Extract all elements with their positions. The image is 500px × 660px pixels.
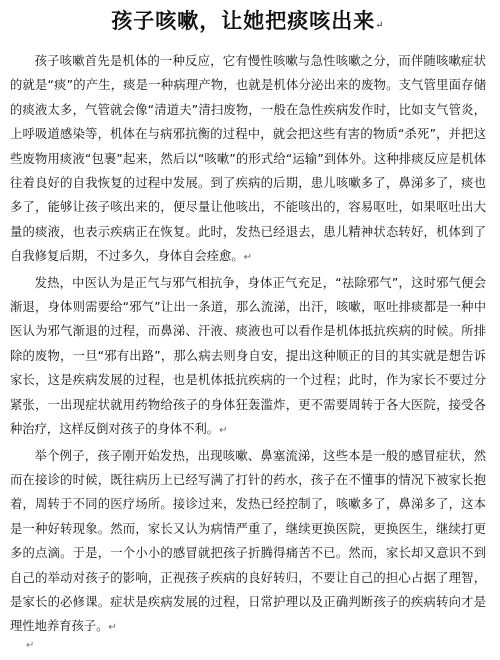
paragraph-3: 举个例子，孩子刚开始发热，出现咳嗽、鼻塞流涕，这些本是一般的感冒症状，然而在接诊的时候，既往病历上已经写满了打针的药水，孩子在不懂事的情况下被家长抱着，周转于不同的医疗场所。接诊过来，发热已经控制了，咳嗽多了，鼻涕多了，这本是一种好转现象。然而，家长又认为病情严重了，继续更换医院，更换医生，继续打更多的点滴。于是，一个小小的感冒就把孩子折腾得痛苦不已。然而，家长却又意识不到自己的举动对孩子的影响，正视孩子疾病的良好转归，不要让自己的担心占据了理智，是家长的必修课。症状是疾病发展的过程，日常护理以及正确判断孩子的疾病转向才是理性地养育孩子。↵ <box>10 448 486 634</box>
paragraph-mark-icon: ↵ <box>243 252 253 264</box>
paragraph-mark-icon: ↵ <box>26 640 35 651</box>
paragraph-mark-icon: ↵ <box>219 425 228 437</box>
paragraph-mark-icon: ↵ <box>108 622 117 634</box>
paragraph-1: 孩子咳嗽首先是机体的一种反应，它有慢性咳嗽与急性咳嗽之分，而伴随咳嗽症状的就是“痰”的产生，痰是一种病理产物，也就是机体分泌出来的废物。支气管里面存储的痰液太多，气管就会像“清道夫”清扫废物，一般在急性疾病发作时，比如支气管炎，上呼吸道感染等，机体在与病邪抗衡的过程中，就会把这些有害的物质“杀死”，并把这些废物用痰液“包裹”起来，然后以“咳嗽”的形式给“运输”到体外。这种排痰反应是机体往着良好的自我恢复的过程中发展。到了疾病的后期，患儿咳嗽多了，鼻涕多了，痰也多了，能够让孩子咳出来的，便尽量让他咳出，不能咳出的，容易呕吐，如果呕吐出大量的痰液，也表示疾病正在恢复。此时，发热已经退去，患儿精神状态转好，机体到了自我修复后期，不过多久，身体自会痊愈。↵ <box>10 54 486 264</box>
paragraph-mark-icon: ↵ <box>375 20 385 31</box>
document-title: 孩子咳嗽，让她把痰咳出来↵ <box>111 8 385 33</box>
paragraph-2: 发热，中医认为是正气与邪气相抗争，身体正气充足，“祛除邪气”，这时邪气便会渐退，身体则需要给“邪气”让出一条道，那么流涕，出汗，咳嗽，呕吐排痰都是一种中医认为邪气渐退的过程，而鼻涕、汗液、痰液也可以看作是机体抵抗疾病的时候。所排除的废物，一旦“邪有出路”，那么病去则身自安，提出这种顺正的目的其实就是想告诉家长，这是疾病发展的过程，也是机体抵抗疾病的一个过程；此时，作为家长不要过分紧张，一出现症状就用药物给孩子的身体狂轰滥炸，更不需要周转于各大医院，接受各种治疗，这样反倒对孩子的身体不利。↵ <box>10 275 486 437</box>
